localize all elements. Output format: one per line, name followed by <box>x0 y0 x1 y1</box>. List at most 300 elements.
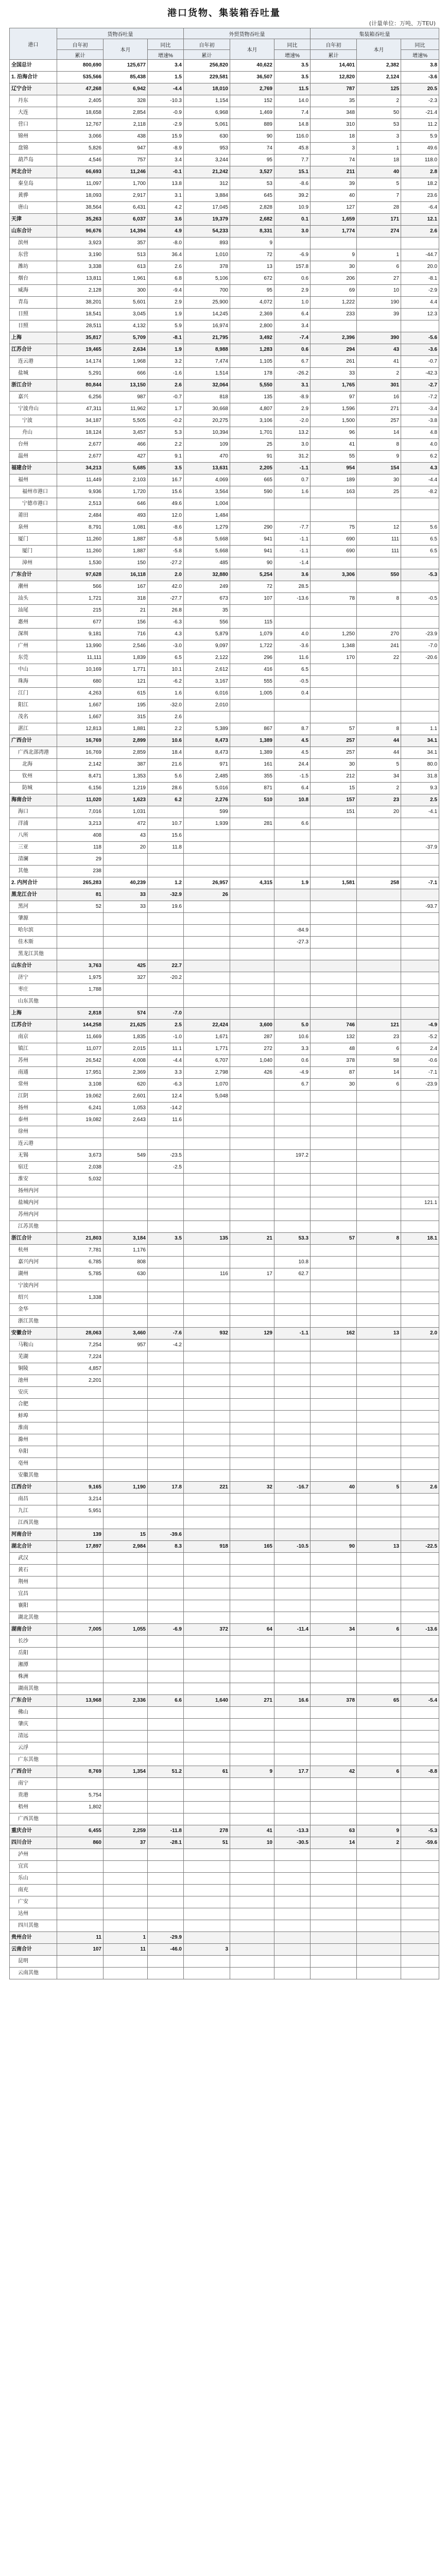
container-month-cell: 50 <box>357 107 401 119</box>
container-ytd-cell <box>311 925 357 937</box>
container-yoy-cell <box>401 1091 439 1103</box>
cargo-month-cell <box>104 1600 148 1612</box>
cargo-month-cell: 2,015 <box>104 1043 148 1055</box>
container-yoy-cell <box>401 1517 439 1529</box>
foreign-yoy-cell: 2.9 <box>274 403 311 415</box>
cargo-month-cell <box>104 1411 148 1422</box>
port-cell: 南充 <box>10 1885 57 1896</box>
cargo-yoy-cell: 6.2 <box>148 794 184 806</box>
port-cell: 江西其他 <box>10 1517 57 1529</box>
table-row <box>10 1766 439 1778</box>
port-cell: 辽宁合计 <box>10 83 57 95</box>
container-yoy-cell <box>401 1268 439 1280</box>
container-ytd-cell: 57 <box>311 723 357 735</box>
cargo-ytd-cell: 11 <box>57 1932 104 1944</box>
foreign-ytd-cell: 16,974 <box>184 320 230 332</box>
container-ytd-cell: 48 <box>311 1043 357 1055</box>
cargo-yoy-cell: 18.4 <box>148 747 184 759</box>
cargo-yoy-cell <box>148 1221 184 1233</box>
container-ytd-cell <box>311 842 357 854</box>
container-month-cell <box>357 1754 401 1766</box>
container-yoy-cell: 12.3 <box>401 309 439 320</box>
container-yoy-cell <box>401 1707 439 1719</box>
container-ytd-cell <box>311 1896 357 1908</box>
cargo-month-cell <box>104 1363 148 1375</box>
port-cell: 厦门 <box>10 546 57 557</box>
container-yoy-cell <box>401 1458 439 1470</box>
cargo-month-cell <box>104 925 148 937</box>
container-ytd-cell: 1,765 <box>311 380 357 392</box>
cargo-month-cell <box>104 1648 148 1659</box>
table-row <box>10 593 439 605</box>
foreign-ytd-cell <box>184 1422 230 1434</box>
foreign-yoy-cell: 16.6 <box>274 1695 311 1707</box>
container-month-cell <box>357 1529 401 1541</box>
foreign-month-cell: 4,072 <box>230 297 274 309</box>
cargo-yoy-cell: -23.5 <box>148 1150 184 1162</box>
foreign-yoy-cell: -30.5 <box>274 1837 311 1849</box>
cargo-month-cell: 4,008 <box>104 1055 148 1067</box>
cargo-ytd-cell: 17,951 <box>57 1067 104 1079</box>
container-ytd-cell: 30 <box>311 1079 357 1091</box>
table-row <box>10 166 439 178</box>
table-row <box>10 1825 439 1837</box>
cargo-yoy-cell: 1.5 <box>148 72 184 83</box>
container-month-cell <box>357 1434 401 1446</box>
foreign-yoy-cell: -7.4 <box>274 332 311 344</box>
container-ytd-cell <box>311 320 357 332</box>
cargo-ytd-cell: 2,038 <box>57 1162 104 1174</box>
container-ytd-cell <box>311 1553 357 1565</box>
foreign-yoy-cell <box>274 1671 311 1683</box>
foreign-yoy-cell <box>274 498 311 510</box>
table-row <box>10 605 439 617</box>
foreign-ytd-cell: 4,069 <box>184 474 230 486</box>
cargo-ytd-cell <box>57 1588 104 1600</box>
port-cell: 河北合计 <box>10 166 57 178</box>
foreign-month-cell: 3,527 <box>230 166 274 178</box>
container-yoy-cell <box>401 1150 439 1162</box>
cargo-month-cell: 1,190 <box>104 1482 148 1494</box>
container-ytd-cell: 2,396 <box>311 332 357 344</box>
container-ytd-cell: 33 <box>311 368 357 380</box>
container-month-cell <box>357 1197 401 1209</box>
container-month-cell <box>357 1103 401 1114</box>
table-row <box>10 273 439 285</box>
foreign-month-cell: 590 <box>230 486 274 498</box>
cargo-ytd-cell: 144,258 <box>57 1020 104 1031</box>
foreign-ytd-cell: 20,275 <box>184 415 230 427</box>
container-month-cell <box>357 1257 401 1268</box>
container-ytd-cell: 55 <box>311 451 357 463</box>
container-month-cell: 2 <box>357 783 401 794</box>
container-ytd-cell: 40 <box>311 190 357 202</box>
foreign-month-cell <box>230 889 274 901</box>
cargo-yoy-cell <box>148 1197 184 1209</box>
table-row <box>10 866 439 877</box>
container-month-cell: 22 <box>357 652 401 664</box>
foreign-ytd-cell <box>184 1932 230 1944</box>
foreign-ytd-cell <box>184 1920 230 1932</box>
foreign-ytd-cell: 1,004 <box>184 498 230 510</box>
table-row <box>10 1114 439 1126</box>
container-yoy-cell: -2.3 <box>401 95 439 107</box>
port-cell: 南昌 <box>10 1494 57 1505</box>
cargo-yoy-cell: 3.4 <box>148 60 184 72</box>
container-yoy-cell <box>401 320 439 332</box>
container-month-cell: 2,382 <box>357 60 401 72</box>
cargo-ytd-cell: 118 <box>57 842 104 854</box>
cargo-ytd-cell: 52 <box>57 901 104 913</box>
foreign-ytd-cell <box>184 1731 230 1742</box>
container-month-cell: 58 <box>357 1055 401 1067</box>
foreign-month-cell: 645 <box>230 190 274 202</box>
container-month-cell: 274 <box>357 226 401 238</box>
foreign-ytd-cell: 1,154 <box>184 95 230 107</box>
port-cell: 广东其他 <box>10 1754 57 1766</box>
container-month-cell <box>357 676 401 688</box>
cargo-month-cell <box>104 1873 148 1885</box>
cargo-yoy-cell <box>148 1731 184 1742</box>
foreign-ytd-cell <box>184 1707 230 1719</box>
cargo-yoy-cell: 15.6 <box>148 486 184 498</box>
cargo-yoy-cell: 3.2 <box>148 356 184 368</box>
foreign-yoy-cell <box>274 1968 311 1979</box>
container-yoy-cell <box>401 1896 439 1908</box>
cargo-yoy-cell: -2.9 <box>148 119 184 131</box>
container-yoy-cell: 1.1 <box>401 723 439 735</box>
foreign-yoy-cell <box>274 830 311 842</box>
cargo-yoy-cell: 8.3 <box>148 1541 184 1553</box>
container-ytd-cell <box>311 1707 357 1719</box>
foreign-yoy-cell: -13.6 <box>274 593 311 605</box>
cargo-yoy-cell: 5.6 <box>148 771 184 783</box>
foreign-yoy-cell <box>274 1636 311 1648</box>
container-month-cell <box>357 1636 401 1648</box>
container-yoy-cell: -93.7 <box>401 901 439 913</box>
container-month-cell: 14 <box>357 427 401 439</box>
foreign-ytd-cell <box>184 1150 230 1162</box>
container-yoy-cell <box>401 605 439 617</box>
foreign-yoy-cell: -84.9 <box>274 925 311 937</box>
foreign-month-cell <box>230 1304 274 1316</box>
header-port: 港口 <box>10 28 57 60</box>
foreign-month-cell <box>230 1529 274 1541</box>
port-cell: 福建合计 <box>10 463 57 474</box>
cargo-yoy-cell: 5.3 <box>148 427 184 439</box>
header-ytd: 自年初 <box>311 39 357 50</box>
cargo-month-cell <box>104 1292 148 1304</box>
table-row <box>10 1138 439 1150</box>
container-month-cell <box>357 1008 401 1020</box>
table-row <box>10 1375 439 1387</box>
table-row <box>10 1245 439 1257</box>
cargo-yoy-cell <box>148 1802 184 1814</box>
foreign-month-cell <box>230 1446 274 1458</box>
container-month-cell <box>357 1577 401 1588</box>
cargo-ytd-cell: 47,268 <box>57 83 104 95</box>
container-month-cell <box>357 996 401 1008</box>
cargo-yoy-cell <box>148 1659 184 1671</box>
foreign-month-cell <box>230 1968 274 1979</box>
cargo-month-cell: 957 <box>104 1340 148 1351</box>
cargo-ytd-cell: 2,201 <box>57 1375 104 1387</box>
container-ytd-cell <box>311 1126 357 1138</box>
foreign-ytd-cell <box>184 925 230 937</box>
foreign-ytd-cell: 256,820 <box>184 60 230 72</box>
container-ytd-cell <box>311 1268 357 1280</box>
container-month-cell <box>357 1517 401 1529</box>
container-ytd-cell: 63 <box>311 1825 357 1837</box>
foreign-yoy-cell <box>274 948 311 960</box>
foreign-ytd-cell: 485 <box>184 557 230 569</box>
container-yoy-cell <box>401 1873 439 1885</box>
container-yoy-cell <box>401 1221 439 1233</box>
foreign-yoy-cell: 14.8 <box>274 119 311 131</box>
table-row <box>10 1896 439 1908</box>
container-ytd-cell: 42 <box>311 1766 357 1778</box>
foreign-yoy-cell <box>274 901 311 913</box>
container-yoy-cell <box>401 1114 439 1126</box>
foreign-month-cell <box>230 1174 274 1185</box>
container-month-cell: 40 <box>357 166 401 178</box>
container-month-cell <box>357 1790 401 1802</box>
container-month-cell: 9 <box>357 451 401 463</box>
container-month-cell <box>357 1304 401 1316</box>
foreign-month-cell <box>230 1209 274 1221</box>
foreign-yoy-cell: 6.7 <box>274 1079 311 1091</box>
foreign-ytd-cell: 971 <box>184 759 230 771</box>
container-month-cell: 41 <box>357 356 401 368</box>
container-month-cell <box>357 1458 401 1470</box>
container-ytd-cell <box>311 1245 357 1257</box>
foreign-ytd-cell: 6,016 <box>184 688 230 700</box>
container-ytd-cell <box>311 1387 357 1399</box>
cargo-month-cell: 947 <box>104 143 148 155</box>
cargo-ytd-cell: 18,093 <box>57 190 104 202</box>
cargo-yoy-cell: -7.0 <box>148 1008 184 1020</box>
cargo-yoy-cell: -6.9 <box>148 1624 184 1636</box>
port-cell: 滨州 <box>10 238 57 249</box>
cargo-month-cell <box>104 1802 148 1814</box>
foreign-month-cell: 21 <box>230 1233 274 1245</box>
port-cell: 嘉兴内河 <box>10 1257 57 1268</box>
port-cell: 广州 <box>10 640 57 652</box>
cargo-month-cell <box>104 1375 148 1387</box>
foreign-yoy-cell <box>274 1185 311 1197</box>
foreign-month-cell: 41 <box>230 1825 274 1837</box>
container-yoy-cell: -8.2 <box>401 486 439 498</box>
foreign-yoy-cell: 7.7 <box>274 155 311 166</box>
cargo-ytd-cell <box>57 1553 104 1565</box>
cargo-month-cell: 1,055 <box>104 1624 148 1636</box>
foreign-yoy-cell <box>274 889 311 901</box>
cargo-month-cell <box>104 1707 148 1719</box>
foreign-month-cell <box>230 1861 274 1873</box>
table-row <box>10 1351 439 1363</box>
foreign-ytd-cell <box>184 711 230 723</box>
cargo-month-cell: 3,457 <box>104 427 148 439</box>
table-row <box>10 1849 439 1861</box>
cargo-month-cell: 33 <box>104 901 148 913</box>
table-row <box>10 783 439 794</box>
container-month-cell: 25 <box>357 486 401 498</box>
container-month-cell <box>357 1885 401 1896</box>
cargo-month-cell: 1,176 <box>104 1245 148 1257</box>
table-row <box>10 1387 439 1399</box>
cargo-month-cell: 1,031 <box>104 806 148 818</box>
port-cell: 佳木斯 <box>10 937 57 948</box>
container-month-cell <box>357 605 401 617</box>
foreign-ytd-cell <box>184 913 230 925</box>
container-ytd-cell: 57 <box>311 1233 357 1245</box>
container-month-cell <box>357 1553 401 1565</box>
foreign-yoy-cell <box>274 1956 311 1968</box>
container-yoy-cell: -37.9 <box>401 842 439 854</box>
header-cargo-group: 货物吞吐量 <box>57 28 184 39</box>
cargo-ytd-cell: 6,256 <box>57 392 104 403</box>
foreign-yoy-cell <box>274 700 311 711</box>
container-ytd-cell: 39 <box>311 178 357 190</box>
container-month-cell <box>357 1375 401 1387</box>
cargo-yoy-cell: 21.6 <box>148 759 184 771</box>
container-ytd-cell: 1,250 <box>311 629 357 640</box>
port-cell: 济宁 <box>10 972 57 984</box>
foreign-yoy-cell: 3.4 <box>274 320 311 332</box>
cargo-month-cell <box>104 1742 148 1754</box>
table-row <box>10 1079 439 1091</box>
cargo-yoy-cell <box>148 1375 184 1387</box>
foreign-yoy-cell: -0.5 <box>274 676 311 688</box>
foreign-yoy-cell: 0.4 <box>274 688 311 700</box>
foreign-ytd-cell <box>184 866 230 877</box>
table-row <box>10 830 439 842</box>
cargo-yoy-cell: 13.8 <box>148 178 184 190</box>
cargo-ytd-cell: 11,097 <box>57 178 104 190</box>
cargo-yoy-cell: -3.0 <box>148 640 184 652</box>
container-month-cell: 5 <box>357 178 401 190</box>
container-ytd-cell <box>311 960 357 972</box>
container-yoy-cell <box>401 1612 439 1624</box>
foreign-ytd-cell: 953 <box>184 143 230 155</box>
foreign-yoy-cell <box>274 1565 311 1577</box>
cargo-yoy-cell: 2.9 <box>148 297 184 309</box>
table-row <box>10 794 439 806</box>
cargo-month-cell: 6,037 <box>104 214 148 226</box>
cargo-ytd-cell: 7,005 <box>57 1624 104 1636</box>
cargo-month-cell <box>104 1517 148 1529</box>
foreign-yoy-cell <box>274 711 311 723</box>
cargo-ytd-cell: 9,936 <box>57 486 104 498</box>
container-ytd-cell <box>311 700 357 711</box>
table-row <box>10 1221 439 1233</box>
cargo-yoy-cell: 4.2 <box>148 202 184 214</box>
foreign-ytd-cell <box>184 1351 230 1363</box>
foreign-month-cell <box>230 498 274 510</box>
container-month-cell: 27 <box>357 273 401 285</box>
cargo-ytd-cell <box>57 1304 104 1316</box>
foreign-month-cell: 95 <box>230 285 274 297</box>
cargo-ytd-cell: 7,254 <box>57 1340 104 1351</box>
foreign-yoy-cell <box>274 1814 311 1825</box>
container-yoy-cell <box>401 1505 439 1517</box>
cargo-ytd-cell: 1,338 <box>57 1292 104 1304</box>
table-row <box>10 1020 439 1031</box>
foreign-month-cell: 9 <box>230 238 274 249</box>
cargo-ytd-cell: 3,190 <box>57 249 104 261</box>
foreign-yoy-cell <box>274 510 311 522</box>
container-yoy-cell: 6.5 <box>401 534 439 546</box>
foreign-month-cell: 416 <box>230 664 274 676</box>
foreign-month-cell <box>230 1091 274 1103</box>
cargo-month-cell <box>104 1577 148 1588</box>
foreign-ytd-cell: 109 <box>184 439 230 451</box>
foreign-yoy-cell: -1.1 <box>274 534 311 546</box>
container-yoy-cell <box>401 557 439 569</box>
table-row <box>10 1055 439 1067</box>
port-cell: 江阴 <box>10 1091 57 1103</box>
foreign-yoy-cell <box>274 1114 311 1126</box>
cargo-month-cell: 85,438 <box>104 72 148 83</box>
cargo-month-cell: 3,184 <box>104 1233 148 1245</box>
cargo-month-cell: 1,887 <box>104 546 148 557</box>
port-cell: 湛江 <box>10 723 57 735</box>
foreign-month-cell <box>230 1008 274 1020</box>
foreign-ytd-cell <box>184 842 230 854</box>
foreign-yoy-cell: 3.6 <box>274 569 311 581</box>
port-cell: 浙江其他 <box>10 1316 57 1328</box>
cargo-yoy-cell: -2.5 <box>148 1162 184 1174</box>
foreign-ytd-cell: 25,900 <box>184 297 230 309</box>
foreign-yoy-cell: -1.1 <box>274 463 311 474</box>
container-month-cell: 2 <box>357 368 401 380</box>
foreign-month-cell: 72 <box>230 581 274 593</box>
container-month-cell <box>357 925 401 937</box>
cargo-month-cell <box>104 913 148 925</box>
container-ytd-cell <box>311 1873 357 1885</box>
container-yoy-cell <box>401 1257 439 1268</box>
port-cell: 日照 <box>10 309 57 320</box>
cargo-ytd-cell: 26,542 <box>57 1055 104 1067</box>
foreign-ytd-cell: 1,070 <box>184 1079 230 1091</box>
container-ytd-cell <box>311 711 357 723</box>
foreign-month-cell <box>230 1956 274 1968</box>
port-cell: 盘锦 <box>10 143 57 155</box>
cargo-month-cell <box>104 1138 148 1150</box>
foreign-yoy-cell: 3.0 <box>274 226 311 238</box>
container-yoy-cell: 5.9 <box>401 131 439 143</box>
container-yoy-cell: -6.4 <box>401 202 439 214</box>
foreign-month-cell <box>230 830 274 842</box>
foreign-month-cell <box>230 1150 274 1162</box>
container-yoy-cell <box>401 1944 439 1956</box>
cargo-yoy-cell <box>148 1185 184 1197</box>
cargo-ytd-cell <box>57 1683 104 1695</box>
port-cell: 南京 <box>10 1031 57 1043</box>
foreign-month-cell: 64 <box>230 1624 274 1636</box>
cargo-month-cell <box>104 1754 148 1766</box>
port-cell: 湖北其他 <box>10 1612 57 1624</box>
cargo-month-cell: 5,601 <box>104 297 148 309</box>
foreign-month-cell <box>230 806 274 818</box>
cargo-ytd-cell: 860 <box>57 1837 104 1849</box>
foreign-month-cell <box>230 1138 274 1150</box>
foreign-yoy-cell: 3.1 <box>274 380 311 392</box>
container-yoy-cell: 18.1 <box>401 1233 439 1245</box>
table-row <box>10 676 439 688</box>
cargo-month-cell: 16,118 <box>104 569 148 581</box>
container-month-cell: 39 <box>357 309 401 320</box>
